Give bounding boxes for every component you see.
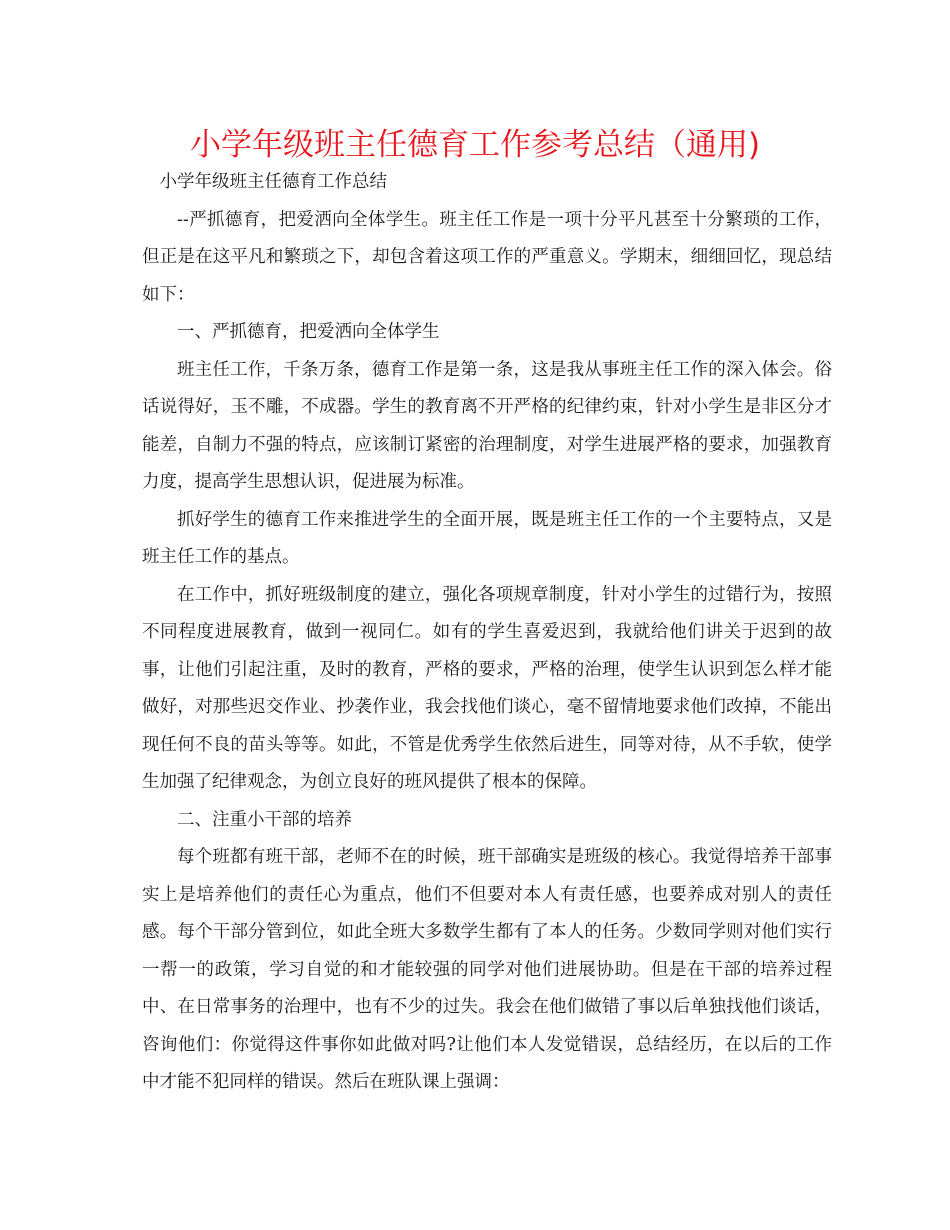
document-title: 小学年级班主任德育工作参考总结（通用) xyxy=(189,127,761,163)
intro-paragraph: --严抓德育，把爱洒向全体学生。班主任工作是一项十分平凡甚至十分繁琐的工作，但正是在这平凡和繁琐之下，却包含着这项工作的严重意义。学期末，细细回忆，现总结如下： xyxy=(142,209,832,305)
subtitle-paragraph: 小学年级班主任德育工作总结 xyxy=(159,172,387,192)
body-paragraph: 在工作中，抓好班级制度的建立，强化各项规章制度，针对小学生的过错行为，按照不同程度进展教育，做到一视同仁。如有的学生喜爱迟到，我就给他们讲关于迟到的故事，让他们引起注重，及时的教育，严格的要求，严格的治理，使学生认识到怎么样才能做好，对那些迟交作业、抄袭作业，我会找他们谈心，毫不留情地要求他们改掉，不能出现任何不良的苗头等等。如此，不管是优秀学生依然后进生，同等对待，从不手软，使学生加强了纪律观念，为创立良好的班风提供了根本的保障。 xyxy=(142,584,832,792)
section-heading-1: 一、严抓德育，把爱洒向全体学生 xyxy=(177,322,440,342)
body-paragraph: 抓好学生的德育工作来推进学生的全面开展，既是班主任工作的一个主要特点，又是班主任工作的基点。 xyxy=(142,509,832,567)
body-paragraph: 班主任工作，千条万条，德育工作是第一条，这是我从事班主任工作的深入体会。俗话说得好，玉不雕，不成器。学生的教育离不开严格的纪律约束，针对小学生是非区分才能差，自制力不强的特点，应该制订紧密的治理制度，对学生进展严格的要求，加强教育力度，提高学生思想认识，促进展为标准。 xyxy=(142,359,832,492)
document-body xyxy=(142,164,832,1102)
section-heading-2: 二、注重小干部的培养 xyxy=(177,809,352,830)
body-paragraph: 每个班都有班干部，老师不在的时候，班干部确实是班级的核心。我觉得培养干部事实上是培养他们的责任心为重点，他们不但要对本人有责任感，也要养成对别人的责任感。每个干部分管到位，如此全班大多数学生都有了本人的任务。少数同学则对他们实行一帮一的政策，学习自觉的和才能较强的同学对他们进展协助。但是在干部的培养过程中、在日常事务的治理中，也有不少的过失。我会在他们做错了事以后单独找他们谈话，咨询他们：你觉得这件事你如此做对吗?让他们本人发觉错误，总结经历，在以后的工作中才能不犯同样的错误。然后在班队课上强调： xyxy=(142,847,832,1092)
